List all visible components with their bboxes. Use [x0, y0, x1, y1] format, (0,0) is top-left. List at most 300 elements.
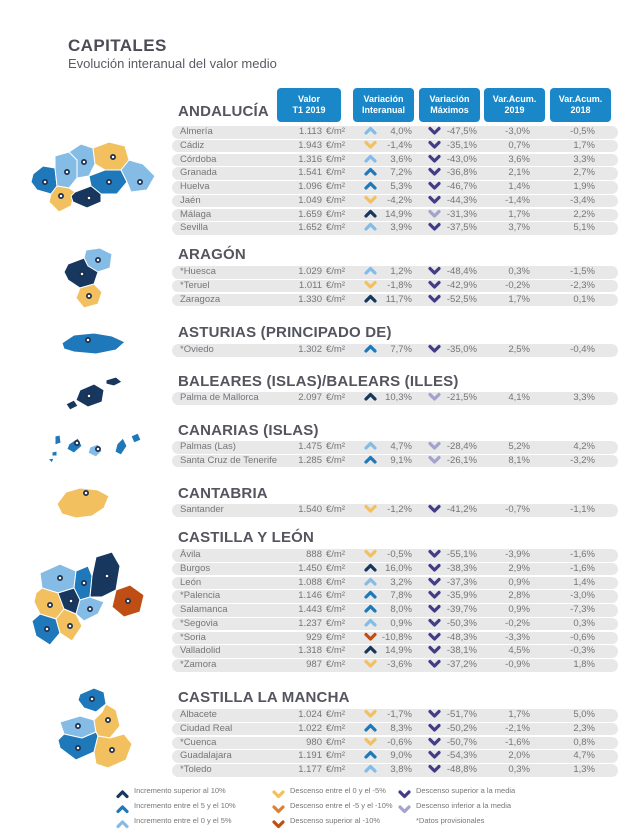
interanual-pct: -0,6% [387, 736, 412, 748]
value-unit: €/m² [326, 590, 345, 602]
table-row [172, 154, 618, 167]
legend-label: Incremento superior al 10% [134, 785, 226, 795]
value: 1.659 [298, 208, 322, 220]
acum-2019: 2,9% [508, 562, 530, 574]
legend-arrow-icon [272, 801, 285, 811]
city-name: Albacete [180, 709, 217, 720]
table-row [172, 455, 618, 468]
value-unit: €/m² [326, 604, 345, 615]
value: 1.146 [298, 590, 322, 602]
value-unit: €/m² [326, 736, 345, 748]
maximos-pct: -51,7% [446, 709, 477, 720]
city-name: Salamanca [180, 604, 228, 615]
value: 1.022 [298, 722, 322, 734]
value: 987 [306, 659, 322, 670]
table-row [172, 140, 618, 153]
region-heading: ASTURIAS (PRINCIPADO DE) [178, 324, 392, 341]
acum-2018: -2,3% [570, 279, 595, 291]
table-row [172, 645, 618, 658]
table-row [172, 294, 618, 307]
value: 1.049 [298, 194, 322, 206]
value: 980 [306, 736, 322, 748]
value: 1.540 [298, 504, 322, 515]
acum-2019: -0,2% [505, 617, 530, 629]
maximos-pct: -26,1% [446, 454, 477, 466]
city-name: Almería [180, 126, 213, 137]
province-shape [55, 435, 61, 445]
province-shape [106, 377, 122, 386]
value: 1.237 [298, 617, 322, 629]
capital-dot [82, 160, 86, 164]
maximos-pct: -52,5% [446, 293, 477, 305]
column-header [353, 88, 414, 122]
acum-2019: 2,0% [508, 750, 530, 762]
province-shape [48, 458, 54, 463]
column-header-line1: Var.Acum. [492, 94, 537, 104]
legend-arrow-icon [272, 816, 285, 826]
capital-dot [105, 574, 109, 578]
acum-2018: 4,7% [573, 750, 595, 762]
column-header-line2: 2018 [570, 105, 591, 115]
city-name: Palma de Mallorca [180, 392, 259, 403]
interanual-pct: 11,7% [385, 293, 412, 305]
legend-label: Incremento entre el 5 y el 10% [134, 800, 236, 810]
maximos-pct: -37,3% [446, 576, 477, 588]
maximos-pct: -44,3% [446, 194, 477, 206]
table-row [172, 392, 618, 405]
interanual-pct: 8,0% [390, 604, 412, 615]
acum-2018: 2,3% [573, 722, 595, 734]
table-row [172, 280, 618, 293]
region-heading: CASTILLA Y LEÓN [178, 529, 315, 546]
interanual-pct: -3,6% [387, 659, 412, 670]
increase-arrow-icon [116, 819, 129, 829]
interanual-pct: -1,2% [387, 504, 412, 515]
capital-dot [138, 180, 142, 184]
city-name: *Zamora [180, 659, 217, 670]
interanual-pct: 4,7% [390, 441, 412, 452]
capital-dot [96, 447, 100, 451]
value: 1.302 [298, 344, 322, 355]
acum-2019: 1,7% [508, 293, 530, 305]
value: 1.024 [298, 709, 322, 720]
value: 1.475 [298, 441, 322, 452]
value: 1.330 [298, 293, 322, 305]
interanual-pct: 3,2% [390, 576, 412, 588]
region-heading: CANTABRIA [178, 485, 268, 502]
value-unit: €/m² [326, 631, 345, 643]
maximos-pct: -37,2% [446, 659, 477, 670]
table-row [172, 126, 618, 139]
maximos-pct: -47,5% [446, 126, 477, 137]
maximos-pct: -38,1% [446, 645, 477, 657]
maximos-pct: -50,7% [446, 736, 477, 748]
acum-2019: 5,2% [508, 441, 530, 452]
legend-label: *Datos provisionales [416, 815, 485, 825]
interanual-pct: 9,1% [390, 454, 412, 466]
value: 1.113 [298, 126, 322, 137]
city-name: Santa Cruz de Tenerife [180, 454, 277, 466]
city-name: Cádiz [180, 139, 205, 151]
interanual-pct: 4,0% [390, 126, 412, 137]
acum-2018: 3,3% [573, 153, 595, 165]
maximos-pct: -35,9% [446, 590, 477, 602]
table-row [172, 632, 618, 645]
value-unit: €/m² [326, 709, 345, 720]
capital-dot [88, 607, 92, 611]
column-header-line1: Var.Acum. [558, 94, 603, 104]
acum-2018: -0,4% [570, 344, 595, 355]
city-name: Huelva [180, 181, 210, 192]
value: 1.177 [298, 764, 322, 775]
acum-2019: -1,6% [505, 736, 530, 748]
interanual-pct: 7,7% [390, 344, 412, 355]
city-name: Jaén [180, 194, 201, 206]
city-name: Guadalajara [180, 750, 232, 762]
acum-2019: 1,7% [508, 709, 530, 720]
capital-dot [80, 272, 84, 276]
value-unit: €/m² [326, 208, 345, 220]
city-name: León [180, 576, 202, 588]
capital-dot [43, 180, 47, 184]
map-cantabria [54, 484, 112, 526]
city-name: *Oviedo [180, 344, 214, 355]
interanual-pct: 14,9% [385, 645, 412, 657]
city-name: *Huesca [180, 266, 216, 277]
acum-2019: 4,5% [508, 645, 530, 657]
interanual-pct: 16,0% [385, 562, 412, 574]
acum-2019: 2,1% [508, 167, 530, 179]
table-row [172, 504, 618, 517]
value-unit: €/m² [326, 392, 345, 403]
column-header-line1: Valor [297, 94, 320, 104]
legend-label: Incremento entre el 0 y el 5% [134, 815, 232, 825]
value: 1.029 [298, 266, 322, 277]
acum-2018: -1,1% [570, 504, 595, 515]
value: 1.316 [298, 153, 322, 165]
acum-2018: -0,5% [570, 126, 595, 137]
region-heading: ARAGÓN [178, 246, 246, 263]
value-unit: €/m² [326, 549, 345, 560]
decrease-arrow-icon [272, 804, 285, 814]
province-shape [115, 438, 127, 455]
province-shape [57, 488, 109, 518]
city-name: *Cuenca [180, 736, 217, 748]
value-unit: €/m² [326, 126, 345, 137]
capital-dot [84, 491, 88, 495]
value: 1.943 [298, 139, 322, 151]
page-title: CAPITALES [68, 36, 167, 55]
maximos-pct: -42,9% [446, 279, 477, 291]
value: 1.011 [298, 279, 322, 291]
capital-dot [86, 338, 90, 342]
table-row [172, 604, 618, 617]
legend-label: Descenso superior al -10% [290, 815, 381, 825]
capital-dot [106, 718, 110, 722]
acum-2019: 2,8% [508, 590, 530, 602]
value-unit: €/m² [326, 441, 345, 452]
value-unit: €/m² [326, 139, 345, 151]
value: 888 [306, 549, 322, 560]
capital-dot [126, 599, 130, 603]
acum-2019: 0,9% [508, 604, 530, 615]
column-header-line2: Interanual [361, 105, 405, 115]
decrease-arrow-icon [272, 819, 285, 829]
interanual-pct: -10,8% [381, 631, 412, 643]
capital-dot [107, 180, 111, 184]
city-name: Palmas (Las) [180, 441, 236, 452]
city-name: Ciudad Real [180, 722, 233, 734]
table-row [172, 764, 618, 777]
legend-arrow-icon [398, 801, 411, 811]
region-heading: ANDALUCÍA [178, 103, 269, 120]
acum-2018: -1,6% [570, 562, 595, 574]
map-asturias [60, 331, 127, 356]
value-unit: €/m² [326, 293, 345, 305]
acum-2019: 0,9% [508, 576, 530, 588]
value: 1.541 [298, 167, 322, 179]
maximos-pct: -46,7% [446, 181, 477, 192]
capital-dot [59, 194, 63, 198]
acum-2019: 3,7% [508, 222, 530, 234]
acum-2019: -3,0% [505, 126, 530, 137]
maximos-pct: -28,4% [446, 441, 477, 452]
maximos-pct: -50,3% [446, 617, 477, 629]
value-unit: €/m² [326, 181, 345, 192]
table-row [172, 209, 618, 222]
interanual-pct: 7,2% [390, 167, 412, 179]
maximos-pct: -36,8% [446, 167, 477, 179]
increase-arrow-icon [116, 789, 129, 799]
value-unit: €/m² [326, 722, 345, 734]
value-unit: €/m² [326, 279, 345, 291]
value-unit: €/m² [326, 764, 345, 775]
map-baleares [62, 376, 126, 414]
map-aragon [60, 246, 118, 314]
maximos-pct: -54,3% [446, 750, 477, 762]
column-header-line2: Máximos [430, 105, 469, 115]
capital-dot [69, 599, 73, 603]
acum-2018: 1,7% [573, 139, 595, 151]
region-heading: CASTILLA LA MANCHA [178, 689, 350, 706]
city-name: Granada [180, 167, 217, 179]
acum-2018: 5,0% [573, 709, 595, 720]
value: 1.652 [298, 222, 322, 234]
capital-dot [87, 294, 91, 298]
legend-arrow-icon [116, 816, 129, 826]
map-andalucia [27, 140, 167, 218]
value: 1.443 [298, 604, 322, 615]
column-header-line2: 2019 [504, 105, 525, 115]
table-row [172, 344, 618, 357]
table-row [172, 737, 618, 750]
acum-2019: -3,3% [505, 631, 530, 643]
legend-arrow-icon [398, 786, 411, 796]
interanual-pct: 5,3% [390, 181, 412, 192]
acum-2018: 1,9% [573, 181, 595, 192]
value-unit: €/m² [326, 659, 345, 670]
legend-label: Descenso inferior a la media [416, 800, 512, 810]
capital-dot [110, 748, 114, 752]
table-row [172, 181, 618, 194]
city-name: *Segovia [180, 617, 219, 629]
column-header [277, 88, 341, 122]
city-name: Córdoba [180, 153, 217, 165]
value-unit: €/m² [326, 750, 345, 762]
acum-2019: 8,1% [508, 454, 530, 466]
map-castilla-y-leon [28, 547, 150, 651]
value-unit: €/m² [326, 645, 345, 657]
table-row [172, 590, 618, 603]
column-header [419, 88, 480, 122]
maximos-pct: -43,0% [446, 153, 477, 165]
province-shape [62, 333, 125, 354]
table-row [172, 659, 618, 672]
acum-2018: -0,6% [570, 631, 595, 643]
maximos-pct: -55,1% [446, 549, 477, 560]
table-row [172, 549, 618, 562]
maximos-pct: -50,2% [446, 722, 477, 734]
value: 1.318 [298, 645, 322, 657]
value-unit: €/m² [326, 153, 345, 165]
acum-2018: 1,4% [573, 576, 595, 588]
legend-arrow-icon [272, 786, 285, 796]
city-name: Sevilla [180, 222, 208, 234]
province-shape [131, 433, 141, 443]
capital-dot [82, 581, 86, 585]
region-heading: CANARIAS (ISLAS) [178, 422, 319, 439]
table-row [172, 563, 618, 576]
acum-2018: -1,6% [570, 549, 595, 560]
interanual-pct: 3,8% [390, 764, 412, 775]
city-name: Málaga [180, 208, 212, 220]
value-unit: €/m² [326, 617, 345, 629]
table-row [172, 266, 618, 279]
acum-2018: 4,2% [573, 441, 595, 452]
acum-2019: 2,5% [508, 344, 530, 355]
column-header-line1: Variación [429, 94, 470, 104]
maximos-pct: -48,3% [446, 631, 477, 643]
legend-label: Descenso superior a la media [416, 785, 516, 795]
maximos-pct: -48,4% [446, 266, 477, 277]
acum-2018: 0,8% [573, 736, 595, 748]
value: 1.088 [298, 576, 322, 588]
interanual-pct: -1,8% [387, 279, 412, 291]
decrease-arrow-icon [272, 789, 285, 799]
interanual-pct: 9,0% [390, 750, 412, 762]
capital-dot [65, 170, 69, 174]
city-name: *Teruel [180, 279, 210, 291]
value-unit: €/m² [326, 167, 345, 179]
interanual-pct: -1,7% [387, 709, 412, 720]
acum-2018: -3,0% [570, 590, 595, 602]
acum-2018: -7,3% [570, 604, 595, 615]
capital-dot [111, 155, 115, 159]
table-row [172, 195, 618, 208]
value-unit: €/m² [326, 194, 345, 206]
table-row [172, 618, 618, 631]
table-row [172, 222, 618, 235]
capital-dot [48, 603, 52, 607]
legend-label: Descenso entre el 0 y el -5% [290, 785, 386, 795]
map-canarias [47, 432, 148, 464]
acum-2018: 2,7% [573, 167, 595, 179]
acum-2018: 0,3% [573, 617, 595, 629]
acum-2019: 1,4% [508, 181, 530, 192]
acum-2019: -3,9% [505, 549, 530, 560]
capital-dot [96, 258, 100, 262]
value-unit: €/m² [326, 504, 345, 515]
table-row [172, 577, 618, 590]
capital-dot [58, 576, 62, 580]
value: 1.450 [298, 562, 322, 574]
city-name: Burgos [180, 562, 211, 574]
acum-2018: 5,1% [573, 222, 595, 234]
legend-arrow-icon [116, 786, 129, 796]
acum-2019: 0,3% [508, 266, 530, 277]
value-unit: €/m² [326, 266, 345, 277]
acum-2018: -0,3% [570, 645, 595, 657]
value: 1.285 [298, 454, 322, 466]
interanual-pct: 3,6% [390, 153, 412, 165]
interanual-pct: -0,5% [387, 549, 412, 560]
column-header-line1: Variación [363, 94, 404, 104]
column-header [550, 88, 611, 122]
table-row [172, 441, 618, 454]
city-name: *Soria [180, 631, 206, 643]
legend-label: Descenso entre el -5 y el -10% [290, 800, 393, 810]
interanual-pct: -1,4% [387, 139, 412, 151]
interanual-pct: 0,9% [390, 617, 412, 629]
value-unit: €/m² [326, 562, 345, 574]
table-row [172, 723, 618, 736]
acum-2019: -0,2% [505, 279, 530, 291]
value: 1.096 [298, 181, 322, 192]
capital-dot [68, 624, 72, 628]
table-row [172, 750, 618, 763]
acum-2019: 0,3% [508, 764, 530, 775]
acum-2018: 1,8% [573, 659, 595, 670]
acum-2018: -3,2% [570, 454, 595, 466]
value-unit: €/m² [326, 344, 345, 355]
acum-2019: -1,4% [505, 194, 530, 206]
interanual-pct: 7,8% [390, 590, 412, 602]
value-unit: €/m² [326, 222, 345, 234]
interanual-pct: 10,3% [385, 392, 412, 403]
decrease-arrow-icon [398, 804, 411, 814]
acum-2019: 0,7% [508, 139, 530, 151]
capital-dot [76, 724, 80, 728]
acum-2018: 2,2% [573, 208, 595, 220]
capital-dot [87, 394, 91, 398]
city-name: *Toledo [180, 764, 212, 775]
maximos-pct: -21,5% [446, 392, 477, 403]
acum-2018: 3,3% [573, 392, 595, 403]
table-row [172, 709, 618, 722]
increase-arrow-icon [116, 804, 129, 814]
city-name: Ávila [180, 549, 201, 560]
interanual-pct: 3,9% [390, 222, 412, 234]
value-unit: €/m² [326, 454, 345, 466]
region-heading: BALEARES (ISLAS)/BALEARS (ILLES) [178, 373, 459, 390]
capital-dot [87, 196, 91, 200]
interanual-pct: 14,9% [385, 208, 412, 220]
capital-dot [76, 746, 80, 750]
value: 1.191 [298, 750, 322, 762]
province-shape [66, 400, 78, 410]
value: 929 [306, 631, 322, 643]
city-name: *Palencia [180, 590, 221, 602]
